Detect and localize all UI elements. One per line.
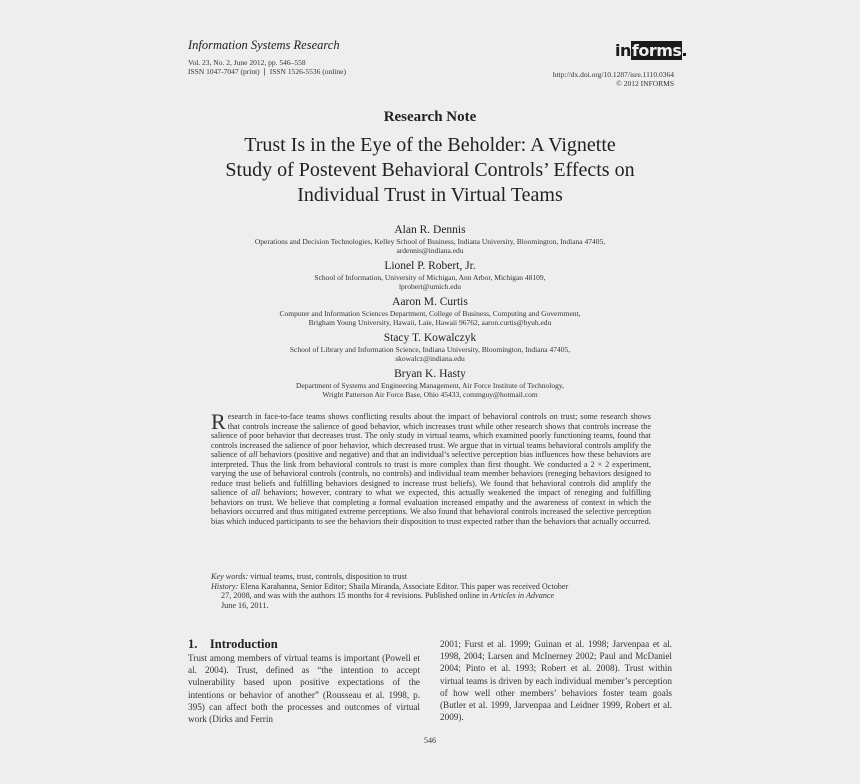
keywords: virtual teams, trust, controls, disposition to trust	[248, 572, 407, 581]
informs-logo	[615, 41, 686, 60]
history-line-2	[211, 591, 651, 601]
abstract-text-1: esearch in face-to-face teams shows conflicting results about the impact of behavioral controls on trust; some research shows that controls increase the salience of good behavior, which increases trust while other research shows that controls increase the salience of poor behavior that decreases trust. The only study in virtual teams, which examined poorly functioning teams, found that controls increased the salience of poor behavior, which decreased trust. We argue that in virtual teams behavioral controls amplify the salience of	[211, 412, 651, 460]
abstract-text-3: behaviors; however, contrary to what we expected, this actually weakened the impact of reneging and fulfilling behaviors on trust. We believe that completing a formal evaluation increased empathy and the awareness of context in which the behaviors occurred and thus mitigated extreme perceptions. We also found that behavioral controls increased the selective perception bias which induced participants to see the behaviors their disposition to trust expected rather than the behaviors that actually occurred.	[211, 488, 651, 527]
author-name: Alan R. Dennis	[394, 224, 466, 236]
logo-dot	[683, 53, 686, 56]
logo-inverted: forms	[631, 41, 682, 60]
author-affiliation: Operations and Decision Technologies, Kelley School of Business, Indiana University, Bloomington, Indiana 47405,	[254, 237, 606, 246]
author-email[interactable]: Wright Patterson Air Force Base, Ohio 45433, commguy@hotmail.com	[322, 390, 538, 399]
keywords-line	[211, 572, 651, 582]
author-block	[0, 367, 860, 399]
keywords-label: Key words:	[211, 572, 249, 581]
paper-title	[0, 133, 860, 208]
title-line-3: Individual Trust in Virtual Teams	[297, 184, 563, 206]
author-name: Aaron M. Curtis	[392, 296, 468, 308]
copyright: © 2012 INFORMS	[616, 79, 674, 88]
abstract-emphasis: all	[248, 450, 258, 460]
author-affiliation: Department of Systems and Engineering Management, Air Force Institute of Technology,	[296, 381, 564, 390]
author-email[interactable]: lprobert@umich.edu	[398, 282, 462, 291]
author-list	[0, 223, 860, 403]
section-heading-introduction: 1. Introduction	[188, 637, 278, 651]
issn-line: ISSN 1047-7047 (print) ❘ ISSN 1526-5536 (online)	[188, 67, 346, 76]
intro-left-column: Trust among members of virtual teams is important (Powell et al. 2004). Trust, defined as “the intention to accept vulnerability based upon positive expectations of the intentions or behavior of another” (Rousseau et al. 1998, p. 395) can affect both the processes and outcomes of virtual work (Dirks and Ferrin	[188, 653, 420, 725]
articles-in-advance: Articles in Advance	[490, 591, 555, 601]
section-label: Research Note	[383, 109, 477, 125]
author-block	[0, 331, 860, 363]
history-text: Elena Karahanna, Senior Editor; Shaila Miranda, Associate Editor. This paper was received October	[238, 581, 569, 591]
history-text: 27, 2008, and was with the authors 15 months for 4 revisions. Published online in	[221, 591, 491, 601]
abstract-emphasis: all	[251, 488, 261, 498]
author-affiliation: School of Information, University of Michigan, Ann Arbor, Michigan 48109,	[314, 273, 546, 282]
doi-link[interactable]: http://dx.doi.org/10.1287/isre.1110.0364	[552, 70, 674, 79]
author-name: Lionel P. Robert, Jr.	[384, 260, 476, 272]
author-name: Stacy T. Kowalczyk	[383, 332, 477, 344]
title-line-1: Trust Is in the Eye of the Beholder: A Vignette	[244, 134, 616, 156]
logo-prefix: in	[615, 41, 631, 60]
author-email[interactable]: Brigham Young University, Hawaii, Laie, Hawaii 96762, aaron.curtis@byuh.edu	[308, 318, 552, 327]
page-number: 546	[424, 736, 436, 745]
volume-info	[188, 58, 346, 76]
author-block	[0, 259, 860, 291]
journal-name: Information Systems Research	[188, 38, 340, 52]
article-metadata	[211, 572, 651, 611]
intro-right-column: 2001; Furst et al. 1999; Guinan et al. 1998; Jarvenpaa et al. 1998, 2004; Larsen and McInerney 2002; Paul and McDaniel 2004; Pinto et al. 1993; Robert et al. 2008). Trust within virtual teams is driven by each individual member’s perception of how well other members’ behaviors foster team goals (Butler et al. 1999, Jarvenpaa and Leidner 1999, Robert et al. 2009).	[440, 639, 673, 723]
author-affiliation: School of Library and Information Science, Indiana University, Bloomington, Indiana 47405,	[289, 345, 571, 354]
volume-line: Vol. 23, No. 2, June 2012, pp. 546–558	[188, 58, 306, 67]
author-affiliation: Computer and Information Sciences Department, College of Business, Computing and Government,	[279, 309, 581, 318]
abstract	[211, 409, 652, 527]
author-block	[0, 223, 860, 255]
title-line-2: Study of Postevent Behavioral Controls’ Effects on	[225, 159, 635, 181]
history-label: History:	[211, 581, 239, 591]
doi-block	[553, 70, 674, 88]
history-line	[211, 582, 651, 592]
author-block	[0, 295, 860, 327]
author-email[interactable]: ardennis@indiana.edu	[396, 246, 464, 255]
history-line-3: June 16, 2011.	[221, 601, 269, 611]
author-email[interactable]: skowalcz@indiana.edu	[395, 354, 465, 363]
abstract-text-2: behaviors (positive and negative) and that an individual’s selective perception bias influences how these behaviors are interpreted. Thus the link from behavioral controls to trust is more complex than first thought. We conducted a 2 × 2 experiment, varying the use of behavioral controls (controls, no controls) and individual team member behaviors (reneging behaviors designed to reduce trust beliefs and fulfilling behaviors designed to increase trust beliefs). We found that behavioral controls did amplify the salience of	[211, 450, 652, 498]
abstract-dropcap: R	[211, 409, 226, 434]
author-name: Bryan K. Hasty	[394, 368, 466, 380]
